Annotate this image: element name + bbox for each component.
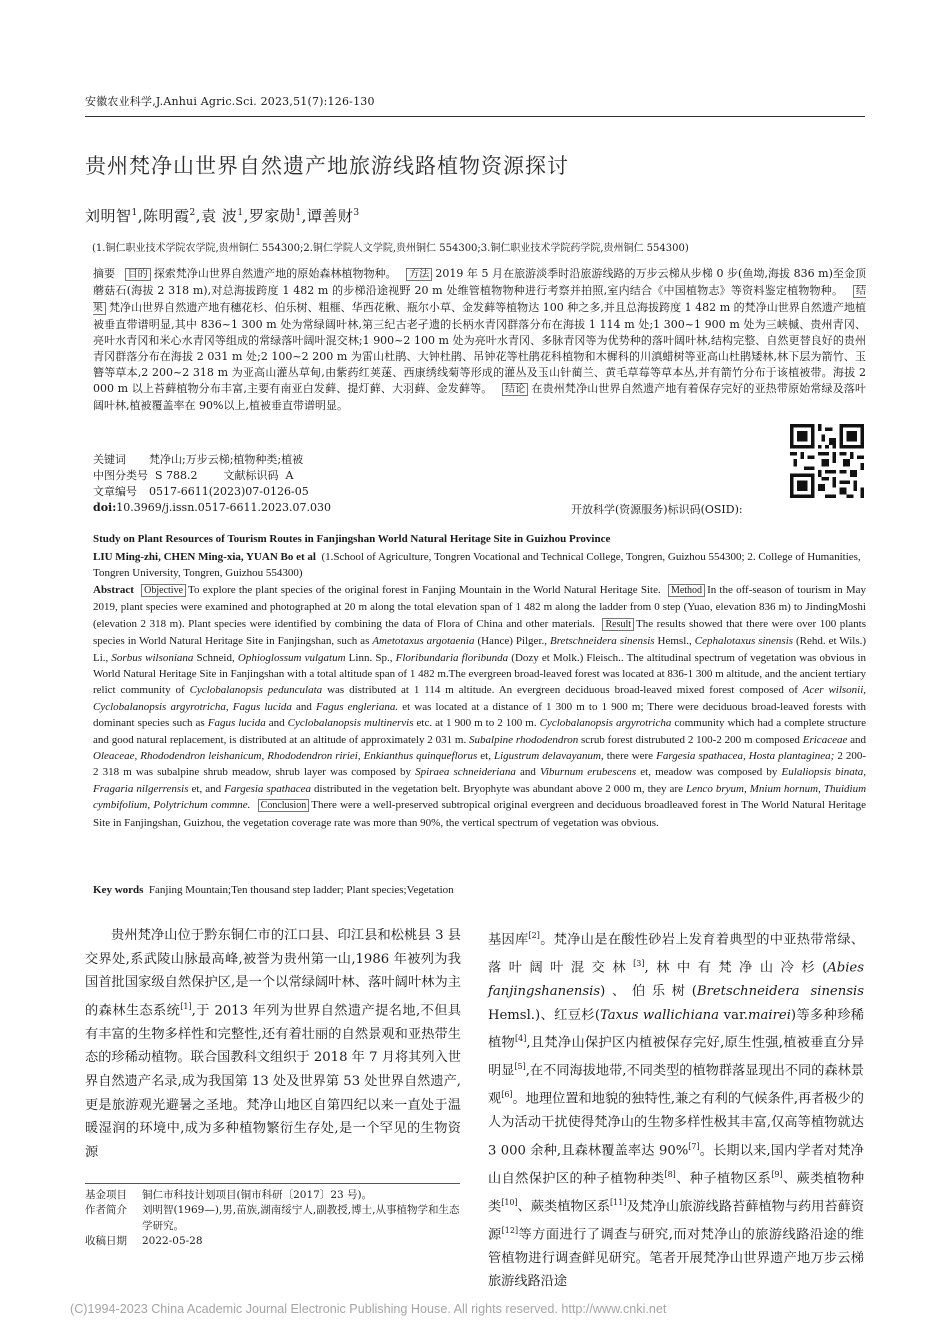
species-name: Ametotaxus argotaenia [372, 635, 475, 648]
abstract-label: 摘要 [93, 267, 116, 280]
paragraph-text: )等多种珍稀植物 [488, 1007, 864, 1051]
result-tag-en: Result [602, 618, 634, 631]
species-name: Subalpine rhododendron [469, 733, 579, 746]
footnotes [85, 1188, 465, 1250]
english-authors [93, 549, 866, 581]
qr-code-icon[interactable] [790, 424, 864, 498]
species-name: Cyclobalanopsis multinervis [287, 717, 414, 730]
species-name: mairei [748, 1007, 791, 1023]
paragraph-text: 及梵净山旅游线路苔藓植物与药用苔藓资源 [488, 1199, 865, 1243]
keywords-en: Fanjing Mountain;Ten thousand step ladder; Plant species;Vegetation [148, 884, 454, 896]
body-column-left [85, 924, 461, 1164]
keywords-label-en: Key words [93, 884, 144, 896]
english-title: Study on Plant Resources of Tourism Routes in Fanjingshan World Natural Heritage Site in Guizhou Province [93, 533, 611, 545]
species-name: Lenco bryum, Mnium hornum, Thuidium cymbifolium, Polytrichum commne. [93, 782, 867, 812]
result-text-en: and [519, 766, 536, 779]
paragraph-text: 。长期以来,国内学者对梵净山自然保护区的种子植物种类 [488, 1143, 864, 1187]
species-name: Ericaceae [802, 733, 848, 746]
result-text-en: et was located at a distance of 1 300 m to 1 900 m; There were deciduous broad-leaved forests with dominant species such as [93, 700, 867, 730]
species-name: Fagus lucida [207, 717, 266, 730]
species-name: Oleaceae, Rhododendron leishanicum, Rhododendron ririei, Enkianthus quinqueflorus [93, 750, 478, 763]
paragraph-text: 、蕨类植物种类 [488, 1171, 865, 1215]
paragraph-text: 、蕨类植物区系 [517, 1199, 611, 1215]
author-affil-mark: 1 [131, 208, 138, 218]
paper-title: 贵州梵净山世界自然遗产地旅游线路植物资源探讨 [85, 154, 569, 178]
author-affil-mark: 3 [353, 208, 360, 218]
citation-ref[interactable]: [6] [501, 1090, 513, 1100]
doi[interactable]: 10.3969/j.issn.0517-6611.2023.07.030 [116, 501, 331, 514]
species-name: Bretschneidera sinensis [549, 635, 655, 648]
received-date-label: 收稿日期 [85, 1235, 127, 1248]
english-affiliation: (1.School of Agriculture, Tongren Vocational and Technical College, Tongren, Guizhou 554300; 2. College of Humanities, Tongren University, Tongren, Guizhou 554300) [93, 551, 861, 579]
author-name: 谭善财 [306, 207, 354, 225]
article-no-label: 文章编号 [93, 485, 137, 498]
paragraph-text: 等方面进行了调查与研究,而对梵净山的旅游线路沿途的维管植物进行调查鲜见研究。笔者开展梵净山世界遗产地万步云梯旅游线路沿途 [488, 1227, 864, 1290]
species-name: Eulaliopsis binata, Fragaria nilgerrensis [93, 766, 867, 795]
result-text-en: 2 200-2 318 m was subalpine shrub meadow, shrub layer was composed by [93, 750, 867, 779]
paragraph-text: 。地理位置和地貌的独特性,兼之有利的气候条件,再者极少的人为活动干扰使得梵净山的生物多样性极其丰富,仅高等植物就达 3 000 余种,且森林覆盖率达 90% [488, 1091, 864, 1159]
doi-label: doi: [93, 501, 117, 514]
result-tag: 结果 [93, 286, 866, 314]
species-name: Cyclobalanopsis pedunculata [189, 684, 323, 697]
objective-tag: 目的 [125, 268, 151, 281]
journal-citation: 安徽农业科学,J.Anhui Agric.Sci. 2023,51(7):126-130 [85, 95, 375, 108]
species-name: Spiraea schneideriana [415, 766, 516, 779]
conclusion-text-en: There were a well-preserved subtropical original evergreen and deciduous broadleaved forest in The World Natural Heritage Site in Fanjingshan, Guizhou, the vegetation coverage rate was more than 90%, the vertical spectrum of vegetation was obvious. [93, 799, 867, 829]
author-bio-text: 刘明智(1969—),男,苗族,湖南绥宁人,副教授,博士,从事植物学和生态学研究。 [142, 1204, 460, 1232]
paragraph-text: ,林中有梵净山冷杉( [644, 960, 828, 976]
result-text: 梵净山世界自然遗产地有穗花杉、伯乐树、粗榧、华西花楸、瓶尔小草、金发藓等植物达 100 种之多,并且总海拔跨度 1 482 m 的梵净山世界自然遗产地植被垂直带谱明显,其中 836~1 300 m 处为常绿阔叶林,第三纪古老孑遗的长柄水青冈群落分布在海拔 1 114 m 处;1 300~1 900 m 处为三峡槭、贵州青冈、亮叶水青冈和米心水青冈等组成的常绿落叶阔叶混交林;1 900~2 100 m 处为亮叶水青冈、多脉青冈等为优势种的落叶阔叶林,结构完整、自然更替良好的贵州青冈群落分布在海拔 2 031 m 处;2 100~2 200 m 为雷山杜鹃、大钟杜鹃、吊钟花等杜鹃花科植物和木樨科的川滇蜡树等亚高山杜鹃矮林,林下层为箭竹、玉簪等草本,2 200~2 318 m 为亚高山灌丛草甸,由紫药红荚蒾、西康绣线菊等形成的灌丛及玉山针蔺兰、黄毛草莓等草本丛,并有箭竹分布于该植被带。海拔 2 000 m 以上苔藓植物分布丰富,主要有南亚白发藓、提灯藓、大羽藓、金发藓等。 [93, 301, 866, 395]
author-name: 袁 波 [201, 207, 238, 225]
paragraph-text: var. [723, 1007, 748, 1023]
paragraph-text: 贵州梵净山位于黔东铜仁市的江口县、印江县和松桃县 3 县交界处,系武陵山脉最高峰,被誉为贵州第一山,1986 年被列为我国首批国家级自然保护区,是一个以常绿阔叶林、落叶阔叶林为主的森林生态系统 [85, 928, 461, 1019]
species-authority: (Rehd. et Wils.) Li., [93, 635, 867, 664]
conclusion-tag-en: Conclusion [258, 799, 310, 812]
species-authority: (Hance) Pilger., [477, 635, 547, 648]
species-name: Cephalotaxus sinensis [694, 635, 794, 648]
species-name: Bretschneidera sinensis [696, 983, 864, 999]
citation-ref[interactable]: [4] [515, 1034, 527, 1044]
result-text-en: etc. at 1 900 m to 2 100 m. [416, 717, 537, 730]
method-tag: 方法 [406, 268, 432, 281]
citation-ref[interactable]: [9] [771, 1169, 783, 1179]
doc-code-label: 文献标识码 [223, 469, 279, 482]
species-authority: Schneid, [196, 651, 235, 664]
paragraph-text: 。梵净山是在酸性砂岩上发育着典型的中亚热带常绿、落叶阔叶混交林 [488, 932, 865, 976]
citation-ref[interactable]: [2] [528, 931, 540, 940]
citation-ref[interactable]: [11] [610, 1197, 627, 1207]
method-tag-en: Method [668, 584, 705, 597]
result-text-en: scrub forest distrubuted 2 100-2 200 m composed [581, 733, 800, 746]
author-list: 刘明智$^1$,陈明霞$^2$,袁 波$^1$,罗家勋$^1$,谭善财$^3$ [85, 207, 360, 225]
citation-ref[interactable]: [3] [633, 958, 645, 968]
result-text-en: distributed in the vegetation belt. Bryophyte was abundant above 2 000 m, they are [314, 782, 683, 795]
citation-ref[interactable]: [7] [688, 1141, 700, 1151]
english-keywords [93, 884, 454, 896]
paragraph-text: ,在不同海拔地带,不同类型的植物群落显现出不同的森林景观 [488, 1063, 864, 1107]
author-name: 刘明智 [85, 207, 132, 225]
result-text-en: and [296, 700, 312, 713]
citation-ref[interactable]: [8] [664, 1169, 676, 1179]
english-author-list: LIU Ming-zhi, CHEN Ming-xia, YUAN Bo et al [93, 551, 316, 563]
method-text-en: In the off-season of tourism in May 2019, plant species were examined and photographed at 20 m along the total elevation span of 1 482 m along the ladder from 0 step (Yuao, elevation 836 m) to JindingMoshi (elevation 2 318 m). Plant species were identified by combining the data of Flora of China and other materials. [93, 584, 867, 630]
objective-text-en: To explore the plant species of the original forest in Fanjing Mountain in the World Natural Heritage Site. [188, 584, 661, 596]
abstract-label-en: Abstract [93, 584, 134, 596]
species-name: Floribundaria floribunda [395, 651, 509, 664]
method-text: 2019 年 5 月在旅游淡季时沿旅游线路的万步云梯从步梯 0 步(鱼坳,海拔 836 m)至金顶蘑菇石(海拔 2 318 m),对总海拔跨度 1 482 m 的步梯沿途视野 20 m 处维管植物物种进行考察并拍照,室内结合《中国植物志》等资料鉴定植物物种。 [93, 267, 867, 297]
species-name: Viburnum erubescens [539, 766, 637, 779]
header-rule [85, 116, 865, 117]
article-meta [93, 452, 331, 516]
doc-code: A [285, 469, 294, 482]
species-name: Fargesia spathacea [224, 782, 312, 795]
objective-tag-en: Objective [141, 584, 186, 597]
species-name: Ligustrum delavayanum, [494, 750, 604, 763]
result-text-en: et, meadow was composed by [640, 766, 778, 779]
author-name: 陈明霞 [143, 207, 190, 225]
clc-code: S 788.2 [155, 469, 198, 482]
species-name: Cyclobalanopsis argyrotricha [539, 717, 672, 730]
author-bio-label: 作者简介 [85, 1204, 127, 1217]
species-name: Ophioglossum vulgatum [237, 651, 346, 664]
species-authority: Hemsl., [657, 635, 692, 648]
copyright-watermark: (C)1994-2023 China Academic Journal Electronic Publishing House. All rights reserved. http://www.cnki.net [70, 1302, 667, 1316]
author-affil-mark: 1 [237, 208, 244, 218]
result-text-en: et, [480, 750, 491, 763]
result-text-en: and [850, 733, 867, 746]
affiliations: (1.铜仁职业技术学院农学院,贵州铜仁 554300;2.铜仁学院人文学院,贵州铜仁 554300;3.铜仁职业技术学院药学院,贵州铜仁 554300) [92, 243, 689, 254]
paragraph-text: Hemsl.)、红豆杉( [488, 1007, 600, 1023]
article-no: 0517-6611(2023)07-0126-05 [149, 485, 309, 498]
clc-label: 中图分类号 [93, 469, 148, 482]
species-name: Fargesia spathacea, Hosta plantaginea; [656, 750, 835, 763]
species-name: Sorbus wilsoniana [111, 651, 194, 664]
paragraph-text: ,且梵净山保护区内植被保存完好,原生性强,植被垂直分异明显 [488, 1035, 865, 1079]
species-name: Abies fanjingshanensis [488, 960, 864, 999]
keywords: 梵净山;万步云梯;植物种类;植被 [149, 453, 304, 466]
conclusion-tag: 结论 [502, 383, 528, 396]
osid-label: 开放科学(资源服务)标识码(OSID): [571, 503, 743, 516]
citation-ref[interactable]: [1] [180, 1001, 192, 1011]
citation-ref[interactable]: [5] [514, 1062, 526, 1072]
citation-ref[interactable]: [12] [501, 1225, 519, 1235]
author-affil-mark: 1 [295, 208, 302, 218]
paragraph-text: ,于 2013 年列为世界自然遗产提名地,不但具有丰富的生物多样性和完整性,还有着壮丽的自然景观和亚热带生态的珍稀动植物。联合国教科文组织于 2018 年 7 月将其列入世界自然遗产名录,成为我国第 13 处及世界第 53 处世界自然遗产,更是旅游观光避暑之圣地。梵净山地区自第四纪以来一直处于温暖湿润的环境中,成为多种植物繁衍生存处,是一个罕见的生物资源 [85, 1003, 462, 1160]
result-text-en: there were [606, 750, 654, 763]
citation-ref[interactable]: [10] [501, 1197, 518, 1207]
conclusion-text: 在贵州梵净山世界自然遗产地有着保存完好的亚热带原始常绿及落叶阔叶林,植被覆盖率在 90%以上,植被垂直带谱明显。 [93, 382, 867, 412]
result-text-en: was distributed at 1 114 m altitude. An evergreen deciduous broad-leaved mixed forest composed of [327, 684, 798, 697]
result-text-en: and [268, 717, 285, 730]
paragraph-text: )、伯乐树( [600, 983, 697, 999]
species-authority: Linn. Sp., [348, 651, 393, 664]
paragraph-text: 基因库 [488, 932, 529, 948]
species-name: Taxus wallichiana [600, 1007, 720, 1023]
paragraph-text: 、种子植物区系 [675, 1171, 772, 1187]
fund-text: 铜仁市科技计划项目(铜市科研〔2017〕23 号)。 [142, 1189, 373, 1201]
footnote-rule [85, 1183, 460, 1184]
species-name: Fagus engleriana. [316, 700, 399, 713]
received-date: 2022-05-28 [142, 1235, 203, 1248]
fund-label: 基金项目 [85, 1189, 127, 1201]
result-text-en: The altitudinal spectrum of vegetation was obvious in World Natural Heritage Site in Fanjingshan with a total altitude span of 1 482 m.The evergreen broad-leaved forest was located at 836-1 300 m altitude, and the ancient tertiary relict community of [93, 651, 867, 697]
author-affil-mark: 2 [189, 208, 196, 218]
species-name: Acer wilsonii, Cyclobalanopsis argyrotricha, Fagus lucida [93, 684, 867, 713]
objective-text: 探索梵净山世界自然遗产地的原始森林植物物种。 [153, 267, 397, 280]
species-authority: (Dozy et Molk.) Fleisch.. [511, 651, 624, 664]
body-column-right [488, 924, 864, 1294]
chinese-abstract [93, 266, 866, 414]
keywords-label: 关键词 [93, 453, 126, 466]
english-abstract [93, 582, 866, 831]
author-name: 罗家勋 [248, 207, 296, 225]
result-text-en: The results showed that there were over 100 plants species in World Natural Heritage Site in Fanjingshan, such as [93, 617, 867, 648]
result-text-en: community which had a complete structure and good natural replacement, is distributed at an altitude of approximately 2 031 m. [93, 717, 866, 746]
result-text-en: et, and [191, 782, 222, 795]
